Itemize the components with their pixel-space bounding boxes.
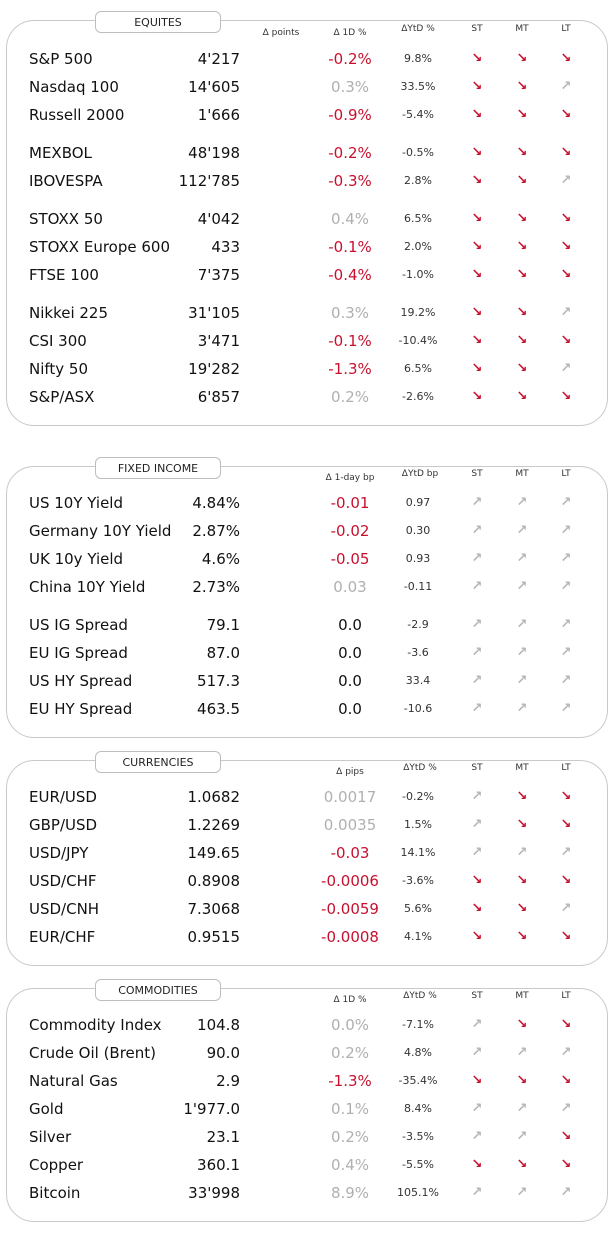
instrument-name: Natural Gas [29, 1072, 118, 1090]
arrow-up-right-icon: ↗ [471, 1129, 483, 1144]
equities-header-ytd: ΔYtD % [401, 24, 435, 34]
arrow-down-right-icon: ↘ [516, 1157, 528, 1172]
fixed-income-row [0, 612, 614, 638]
daily-change: 0.0 [338, 700, 362, 718]
instrument-value: 48'198 [188, 144, 240, 162]
arrow-up-right-icon: ↗ [516, 1129, 528, 1144]
arrow-down-right-icon: ↘ [560, 1157, 572, 1172]
instrument-value: 19'282 [188, 360, 240, 378]
ytd-change: 6.5% [404, 212, 432, 225]
instrument-value: 149.65 [187, 844, 240, 862]
arrow-down-right-icon: ↘ [471, 239, 483, 254]
arrow-down-right-icon: ↘ [471, 145, 483, 160]
instrument-value: 90.0 [206, 1044, 240, 1062]
daily-change: 0.0 [338, 672, 362, 690]
arrow-down-right-icon: ↘ [516, 901, 528, 916]
arrow-down-right-icon: ↘ [516, 305, 528, 320]
arrow-down-right-icon: ↘ [471, 1157, 483, 1172]
arrow-up-right-icon: ↗ [560, 645, 572, 660]
equities-tab: EQUITES [95, 11, 221, 33]
arrow-up-right-icon: ↗ [560, 579, 572, 594]
arrow-up-right-icon: ↗ [516, 845, 528, 860]
instrument-value: 112'785 [178, 172, 240, 190]
arrow-up-right-icon: ↗ [560, 305, 572, 320]
arrow-down-right-icon: ↘ [471, 173, 483, 188]
ytd-change: -0.2% [402, 790, 434, 803]
arrow-up-right-icon: ↗ [471, 845, 483, 860]
instrument-name: Russell 2000 [29, 106, 125, 124]
daily-change: -1.3% [328, 360, 372, 378]
instrument-value: 23.1 [206, 1128, 240, 1146]
arrow-down-right-icon: ↘ [471, 51, 483, 66]
arrow-down-right-icon: ↘ [560, 145, 572, 160]
daily-change: -0.02 [330, 522, 370, 540]
daily-change: 0.1% [330, 1100, 370, 1118]
instrument-value: 104.8 [197, 1016, 240, 1034]
instrument-value: 1.2269 [187, 816, 240, 834]
instrument-name: MEXBOL [29, 144, 92, 162]
equities-header-st: ST [471, 24, 483, 34]
arrow-down-right-icon: ↘ [560, 929, 572, 944]
instrument-name: Nasdaq 100 [29, 78, 119, 96]
instrument-name: Nifty 50 [29, 360, 89, 378]
ytd-change: 33.5% [400, 80, 436, 93]
instrument-name: US HY Spread [29, 672, 133, 690]
arrow-up-right-icon: ↗ [516, 617, 528, 632]
ytd-change: 4.8% [404, 1046, 432, 1059]
ytd-change: -10.6 [403, 702, 433, 715]
instrument-name: CSI 300 [29, 332, 87, 350]
instrument-name: EU HY Spread [29, 700, 133, 718]
arrow-down-right-icon: ↘ [471, 361, 483, 376]
daily-change: -0.2% [328, 50, 372, 68]
ytd-change: 14.1% [400, 846, 436, 859]
commodities-header-lt: LT [561, 991, 571, 1001]
instrument-value: 0.9515 [187, 928, 240, 946]
fixed-income-row [0, 574, 614, 600]
arrow-down-right-icon: ↘ [516, 361, 528, 376]
instrument-name: US IG Spread [29, 616, 128, 634]
instrument-value: 31'105 [188, 304, 240, 322]
currencies-header-chg: Δ pips [336, 767, 364, 777]
arrow-down-right-icon: ↘ [560, 239, 572, 254]
ytd-change: 0.97 [405, 496, 431, 509]
daily-change: 8.9% [330, 1184, 370, 1202]
instrument-value: 3'471 [197, 332, 240, 350]
arrow-up-right-icon: ↗ [471, 645, 483, 660]
arrow-down-right-icon: ↘ [560, 267, 572, 282]
currencies-row [0, 784, 614, 810]
arrow-up-right-icon: ↗ [560, 1101, 572, 1116]
arrow-down-right-icon: ↘ [560, 789, 572, 804]
arrow-down-right-icon: ↘ [471, 333, 483, 348]
daily-change: -0.0006 [321, 872, 379, 890]
instrument-name: EU IG Spread [29, 644, 128, 662]
arrow-down-right-icon: ↘ [516, 817, 528, 832]
instrument-name: Gold [29, 1100, 64, 1118]
arrow-up-right-icon: ↗ [516, 495, 528, 510]
daily-change: 0.03 [333, 578, 367, 596]
instrument-value: 1'666 [197, 106, 240, 124]
instrument-name: IBOVESPA [29, 172, 103, 190]
arrow-down-right-icon: ↘ [516, 239, 528, 254]
arrow-down-right-icon: ↘ [471, 211, 483, 226]
arrow-down-right-icon: ↘ [560, 51, 572, 66]
arrow-down-right-icon: ↘ [516, 173, 528, 188]
arrow-up-right-icon: ↗ [471, 495, 483, 510]
instrument-value: 1.0682 [187, 788, 240, 806]
daily-change: 0.2% [330, 388, 370, 406]
instrument-name: Silver [29, 1128, 72, 1146]
ytd-change: 0.30 [405, 524, 431, 537]
ytd-change: -2.6% [402, 390, 434, 403]
daily-change: -0.01 [330, 494, 370, 512]
equities-row [0, 262, 614, 288]
ytd-change: 33.4 [405, 674, 431, 687]
instrument-name: Nikkei 225 [29, 304, 109, 322]
fixed-income-header-mt: MT [515, 469, 529, 479]
arrow-up-right-icon: ↗ [471, 1045, 483, 1060]
arrow-down-right-icon: ↘ [516, 389, 528, 404]
commodities-row [0, 1096, 614, 1122]
commodities-header-ytd: ΔYtD % [403, 991, 437, 1001]
daily-change: -0.1% [328, 238, 372, 256]
equities-row [0, 356, 614, 382]
arrow-down-right-icon: ↘ [516, 789, 528, 804]
equities-header-lt: LT [561, 24, 571, 34]
arrow-up-right-icon: ↗ [560, 551, 572, 566]
daily-change: 0.0035 [323, 816, 377, 834]
ytd-change: 9.8% [404, 52, 432, 65]
equities-row [0, 74, 614, 100]
ytd-change: -0.5% [402, 146, 434, 159]
arrow-down-right-icon: ↘ [471, 107, 483, 122]
instrument-value: 517.3 [197, 672, 240, 690]
equities-row [0, 234, 614, 260]
instrument-value: 2.73% [192, 578, 240, 596]
currencies-header-ytd: ΔYtD % [403, 763, 437, 773]
arrow-down-right-icon: ↘ [471, 901, 483, 916]
equities-row [0, 140, 614, 166]
fixed-income-row [0, 490, 614, 516]
arrow-down-right-icon: ↘ [560, 333, 572, 348]
arrow-up-right-icon: ↗ [471, 1017, 483, 1032]
arrow-down-right-icon: ↘ [516, 929, 528, 944]
instrument-name: USD/JPY [29, 844, 89, 862]
daily-change: -0.4% [328, 266, 372, 284]
ytd-change: 2.0% [404, 240, 432, 253]
arrow-up-right-icon: ↗ [516, 579, 528, 594]
currencies-row [0, 812, 614, 838]
arrow-down-right-icon: ↘ [560, 107, 572, 122]
fixed-income-row [0, 518, 614, 544]
commodities-header-mt: MT [515, 991, 529, 1001]
instrument-name: FTSE 100 [29, 266, 99, 284]
arrow-up-right-icon: ↗ [471, 551, 483, 566]
arrow-up-right-icon: ↗ [560, 901, 572, 916]
equities-row [0, 300, 614, 326]
arrow-down-right-icon: ↘ [560, 1129, 572, 1144]
ytd-change: -5.4% [402, 108, 434, 121]
fixed-income-row [0, 546, 614, 572]
arrow-up-right-icon: ↗ [471, 817, 483, 832]
commodities-row [0, 1152, 614, 1178]
arrow-up-right-icon: ↗ [516, 673, 528, 688]
instrument-value: 0.8908 [187, 872, 240, 890]
instrument-value: 87.0 [206, 644, 240, 662]
equities-row [0, 168, 614, 194]
arrow-up-right-icon: ↗ [516, 701, 528, 716]
ytd-change: 5.6% [404, 902, 432, 915]
currencies-header-st: ST [471, 763, 483, 773]
arrow-up-right-icon: ↗ [516, 645, 528, 660]
arrow-down-right-icon: ↘ [471, 873, 483, 888]
commodities-row [0, 1068, 614, 1094]
arrow-up-right-icon: ↗ [516, 1045, 528, 1060]
instrument-value: 7'375 [197, 266, 240, 284]
equities-row [0, 384, 614, 410]
fixed-income-header-lt: LT [561, 469, 571, 479]
arrow-up-right-icon: ↗ [471, 579, 483, 594]
ytd-change: -3.6% [402, 874, 434, 887]
commodities-header-chg: Δ 1D % [333, 995, 367, 1005]
arrow-down-right-icon: ↘ [516, 873, 528, 888]
equities-header-points: Δ points [262, 28, 300, 38]
arrow-down-right-icon: ↘ [471, 305, 483, 320]
instrument-value: 33'998 [188, 1184, 240, 1202]
currencies-header-lt: LT [561, 763, 571, 773]
ytd-change: -3.5% [402, 1130, 434, 1143]
instrument-value: 6'857 [197, 388, 240, 406]
instrument-value: 7.3068 [187, 900, 240, 918]
daily-change: 0.0017 [323, 788, 377, 806]
daily-change: 0.3% [330, 78, 370, 96]
daily-change: -0.0059 [321, 900, 379, 918]
arrow-down-right-icon: ↘ [560, 211, 572, 226]
instrument-name: Crude Oil (Brent) [29, 1044, 157, 1062]
instrument-name: China 10Y Yield [29, 578, 146, 596]
arrow-up-right-icon: ↗ [471, 523, 483, 538]
equities-row [0, 206, 614, 232]
instrument-name: S&P 500 [29, 50, 93, 68]
arrow-up-right-icon: ↗ [560, 845, 572, 860]
commodities-row [0, 1012, 614, 1038]
daily-change: -0.0008 [321, 928, 379, 946]
ytd-change: -0.11 [403, 580, 433, 593]
commodities-row [0, 1124, 614, 1150]
instrument-value: 4'217 [197, 50, 240, 68]
ytd-change: 1.5% [404, 818, 432, 831]
arrow-down-right-icon: ↘ [560, 1017, 572, 1032]
ytd-change: -35.4% [398, 1074, 438, 1087]
ytd-change: -3.6 [407, 646, 429, 659]
arrow-down-right-icon: ↘ [516, 267, 528, 282]
arrow-up-right-icon: ↗ [560, 495, 572, 510]
instrument-name: Bitcoin [29, 1184, 81, 1202]
arrow-up-right-icon: ↗ [560, 617, 572, 632]
equities-row [0, 46, 614, 72]
daily-change: 0.2% [330, 1044, 370, 1062]
arrow-down-right-icon: ↘ [516, 79, 528, 94]
arrow-up-right-icon: ↗ [471, 701, 483, 716]
instrument-name: EUR/CHF [29, 928, 96, 946]
arrow-down-right-icon: ↘ [471, 389, 483, 404]
daily-change: -0.1% [328, 332, 372, 350]
arrow-up-right-icon: ↗ [560, 701, 572, 716]
ytd-change: -1.0% [402, 268, 434, 281]
arrow-down-right-icon: ↘ [471, 1073, 483, 1088]
arrow-up-right-icon: ↗ [471, 673, 483, 688]
ytd-change: 2.8% [404, 174, 432, 187]
instrument-name: USD/CHF [29, 872, 97, 890]
equities-row [0, 102, 614, 128]
instrument-name: UK 10y Yield [29, 550, 124, 568]
fixed-income-header-ytd: ΔYtD bp [401, 469, 439, 479]
instrument-value: 433 [211, 238, 240, 256]
instrument-value: 4.6% [201, 550, 240, 568]
commodities-row [0, 1040, 614, 1066]
ytd-change: 4.1% [404, 930, 432, 943]
instrument-value: 2.9 [216, 1072, 240, 1090]
arrow-down-right-icon: ↘ [516, 51, 528, 66]
ytd-change: -2.9 [407, 618, 429, 631]
currencies-row [0, 924, 614, 950]
instrument-name: STOXX 50 [29, 210, 103, 228]
arrow-down-right-icon: ↘ [516, 1073, 528, 1088]
arrow-up-right-icon: ↗ [560, 361, 572, 376]
instrument-value: 463.5 [197, 700, 240, 718]
equities-header-mt: MT [515, 24, 529, 34]
equities-header-chg: Δ 1D % [333, 28, 367, 38]
arrow-up-right-icon: ↗ [560, 173, 572, 188]
arrow-down-right-icon: ↘ [516, 211, 528, 226]
arrow-up-right-icon: ↗ [471, 1185, 483, 1200]
daily-change: -0.03 [330, 844, 370, 862]
arrow-down-right-icon: ↘ [560, 817, 572, 832]
fixed-income-row [0, 696, 614, 722]
ytd-change: 105.1% [397, 1186, 439, 1199]
ytd-change: 0.93 [405, 552, 431, 565]
instrument-name: Germany 10Y Yield [29, 522, 172, 540]
instrument-name: S&P/ASX [29, 388, 95, 406]
arrow-down-right-icon: ↘ [516, 333, 528, 348]
fixed-income-row [0, 640, 614, 666]
ytd-change: -5.5% [402, 1158, 434, 1171]
ytd-change: 19.2% [400, 306, 436, 319]
arrow-up-right-icon: ↗ [516, 523, 528, 538]
instrument-name: GBP/USD [29, 816, 98, 834]
daily-change: -0.9% [328, 106, 372, 124]
arrow-down-right-icon: ↘ [471, 79, 483, 94]
fixed-income-header-chg: Δ 1-day bp [325, 473, 375, 483]
daily-change: -0.2% [328, 144, 372, 162]
arrow-up-right-icon: ↗ [560, 1185, 572, 1200]
arrow-down-right-icon: ↘ [471, 267, 483, 282]
arrow-up-right-icon: ↗ [516, 1101, 528, 1116]
instrument-value: 2.87% [192, 522, 240, 540]
arrow-up-right-icon: ↗ [471, 617, 483, 632]
arrow-down-right-icon: ↘ [516, 107, 528, 122]
instrument-name: USD/CNH [29, 900, 100, 918]
instrument-name: Copper [29, 1156, 84, 1174]
commodities-tab: COMMODITIES [95, 979, 221, 1001]
daily-change: 0.4% [330, 1156, 370, 1174]
arrow-up-right-icon: ↗ [560, 673, 572, 688]
instrument-name: EUR/USD [29, 788, 97, 806]
arrow-up-right-icon: ↗ [560, 1045, 572, 1060]
arrow-up-right-icon: ↗ [516, 551, 528, 566]
instrument-value: 360.1 [197, 1156, 240, 1174]
currencies-row [0, 896, 614, 922]
ytd-change: -7.1% [402, 1018, 434, 1031]
instrument-value: 14'605 [188, 78, 240, 96]
arrow-down-right-icon: ↘ [560, 389, 572, 404]
instrument-value: 4'042 [197, 210, 240, 228]
currencies-header-mt: MT [515, 763, 529, 773]
currencies-row [0, 868, 614, 894]
daily-change: 0.2% [330, 1128, 370, 1146]
fixed-income-tab: FIXED INCOME [95, 457, 221, 479]
arrow-down-right-icon: ↘ [560, 1073, 572, 1088]
daily-change: -0.05 [330, 550, 370, 568]
daily-change: 0.0% [330, 1016, 370, 1034]
arrow-up-right-icon: ↗ [516, 1185, 528, 1200]
daily-change: 0.0 [338, 616, 362, 634]
arrow-up-right-icon: ↗ [560, 79, 572, 94]
daily-change: -1.3% [328, 1072, 372, 1090]
instrument-value: 4.84% [192, 494, 240, 512]
arrow-down-right-icon: ↘ [471, 929, 483, 944]
instrument-name: Commodity Index [29, 1016, 162, 1034]
fixed-income-row [0, 668, 614, 694]
ytd-change: 8.4% [404, 1102, 432, 1115]
instrument-value: 79.1 [206, 616, 240, 634]
instrument-value: 1'977.0 [183, 1100, 240, 1118]
commodities-header-st: ST [471, 991, 483, 1001]
daily-change: 0.4% [330, 210, 370, 228]
currencies-row [0, 840, 614, 866]
arrow-up-right-icon: ↗ [471, 789, 483, 804]
ytd-change: 6.5% [404, 362, 432, 375]
instrument-name: STOXX Europe 600 [29, 238, 170, 256]
equities-row [0, 328, 614, 354]
arrow-down-right-icon: ↘ [516, 1017, 528, 1032]
ytd-change: -10.4% [398, 334, 438, 347]
daily-change: 0.0 [338, 644, 362, 662]
fixed-income-header-st: ST [471, 469, 483, 479]
arrow-down-right-icon: ↘ [516, 145, 528, 160]
instrument-name: US 10Y Yield [29, 494, 123, 512]
arrow-up-right-icon: ↗ [560, 523, 572, 538]
commodities-row [0, 1180, 614, 1206]
daily-change: -0.3% [328, 172, 372, 190]
arrow-up-right-icon: ↗ [471, 1101, 483, 1116]
currencies-tab: CURRENCIES [95, 751, 221, 773]
daily-change: 0.3% [330, 304, 370, 322]
arrow-down-right-icon: ↘ [560, 873, 572, 888]
